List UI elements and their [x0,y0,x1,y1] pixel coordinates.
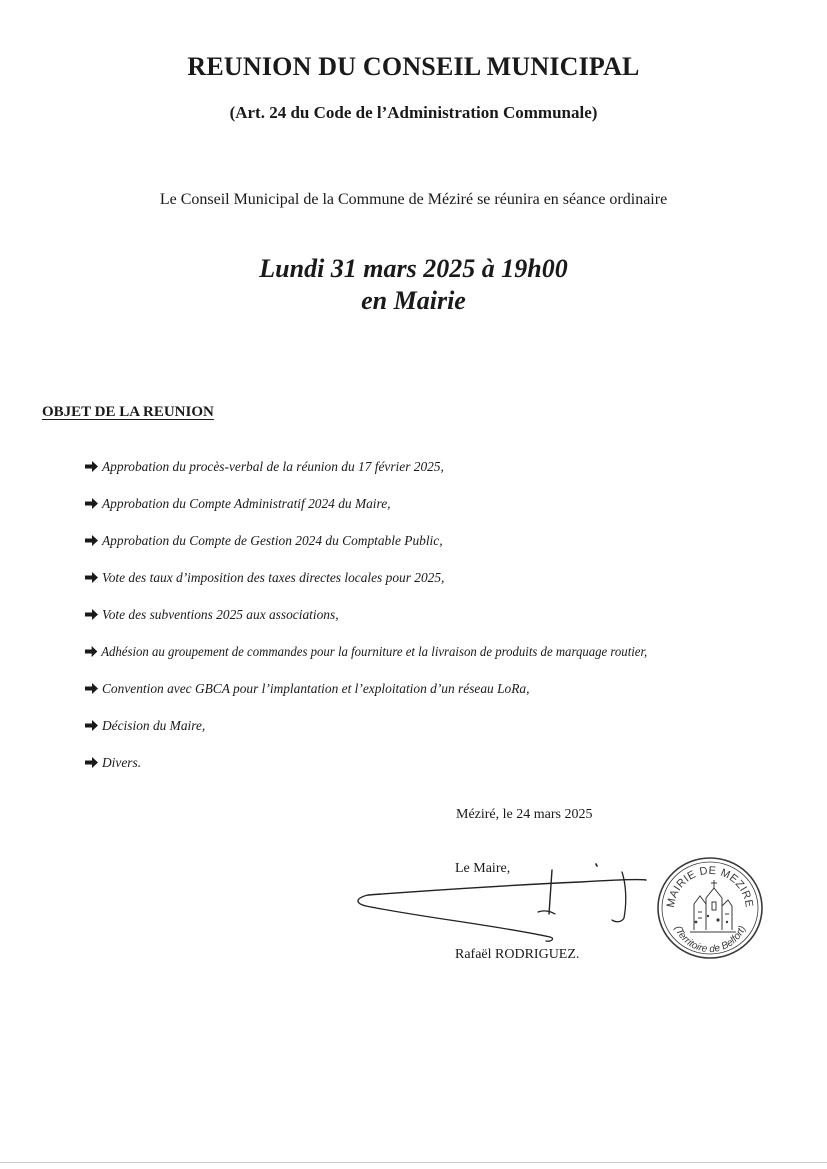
agenda-item-text: Approbation du Compte Administratif 2024 du Maire, [102,496,391,511]
arrow-right-icon [84,608,99,621]
agenda-item-text: Approbation du procès-verbal de la réunion du 17 février 2025, [102,459,444,474]
arrow-right-icon [84,682,99,695]
signatory-role: Le Maire, [455,861,511,876]
mairie-stamp-seal [652,852,768,964]
place-and-date: Méziré, le 24 mars 2025 [456,807,593,822]
handwritten-signature [350,862,650,952]
agenda-list [84,459,674,792]
document-title: REUNION DU CONSEIL MUNICIPAL [187,52,640,81]
agenda-item-text: Divers. [102,755,142,770]
meeting-intro: Le Conseil Municipal de la Commune de Méziré se réunira en séance ordinaire [159,191,668,208]
agenda-item [84,533,674,570]
arrow-right-icon [84,645,98,658]
arrow-right-icon [84,719,99,732]
document-subtitle: (Art. 24 du Code de l’Administration Communale) [229,103,598,122]
agenda-item-text: Décision du Maire, [102,718,206,733]
agenda-item [84,681,674,718]
arrow-right-icon [84,534,99,547]
agenda-item-text: Adhésion au groupement de commandes pour la fourniture et la livraison de produits de marquage routier, [101,644,648,659]
agenda-heading: OBJET DE LA REUNION [42,404,214,420]
agenda-item-text: Vote des taux d’imposition des taxes directes locales pour 2025, [102,570,445,585]
arrow-right-icon [84,460,99,473]
agenda-item [84,755,674,792]
meeting-place: en Mairie [361,286,466,315]
agenda-item [84,718,674,755]
meeting-date: Lundi 31 mars 2025 à 19h00 [259,254,568,283]
agenda-item [84,459,674,496]
signer-name: Rafaël RODRIGUEZ. [455,947,580,962]
arrow-right-icon [84,571,99,584]
agenda-item [84,496,674,533]
agenda-item [84,570,674,607]
arrow-right-icon [84,756,99,769]
agenda-item [84,644,647,681]
arrow-right-icon [84,497,99,510]
page-edge-line [0,1162,827,1163]
svg-text:MAIRIE DE MEZIRE: MAIRIE DE MEZIRE [664,864,756,909]
agenda-item [84,607,674,644]
agenda-item-text: Convention avec GBCA pour l’implantation et l’exploitation d’un réseau LoRa, [102,681,530,696]
svg-text:(Territoire de Belfort): (Territoire de Belfort) [671,924,749,956]
agenda-item-text: Approbation du Compte de Gestion 2024 du Comptable Public, [102,533,443,548]
agenda-item-text: Vote des subventions 2025 aux associations, [102,607,339,622]
